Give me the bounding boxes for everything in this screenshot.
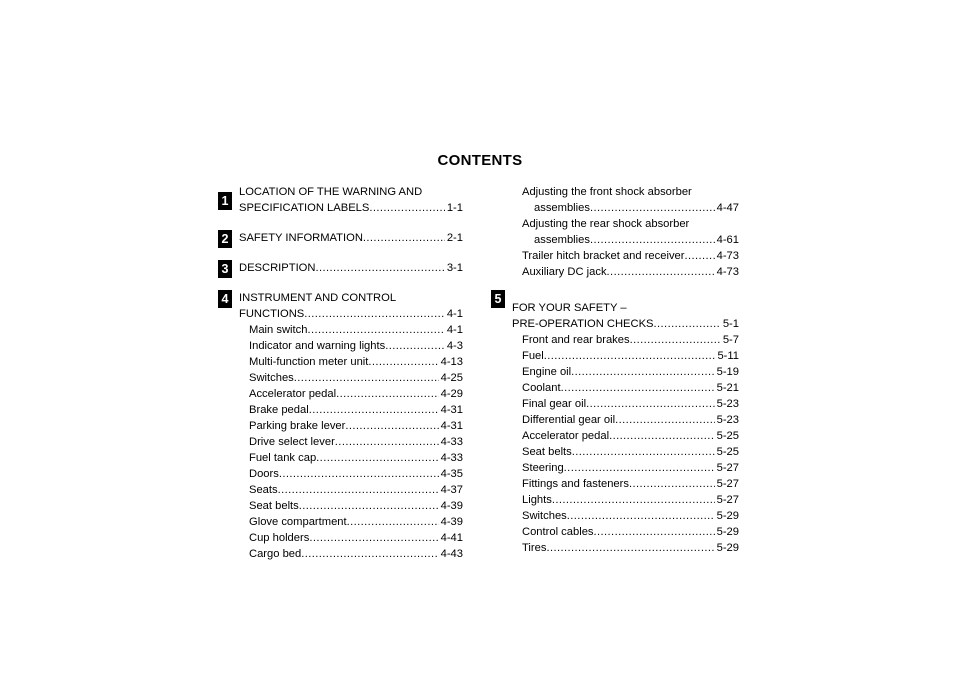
toc-page: 4-31: [440, 404, 463, 416]
toc-item-switches[interactable]: [239, 370, 463, 386]
toc-title: Glove compartment: [249, 516, 347, 528]
toc-left-column: [239, 184, 463, 562]
toc-item-final-gear-oil[interactable]: [512, 396, 739, 412]
toc-title: Accelerator pedal: [249, 388, 337, 400]
toc-title: SPECIFICATION LABELS: [239, 202, 370, 214]
toc-page: 4-25: [440, 372, 463, 384]
toc-page: 5-29: [716, 510, 739, 522]
toc-title: Switches: [249, 372, 294, 384]
toc-title: FUNCTIONS: [239, 308, 305, 320]
toc-page: 2-1: [446, 232, 463, 244]
toc-page: 5-23: [716, 414, 739, 426]
toc-title: DESCRIPTION: [239, 262, 316, 274]
toc-page: 4-43: [440, 548, 463, 560]
toc-item-fuel-tank-cap[interactable]: [239, 450, 463, 466]
toc-item-accelerator-pedal[interactable]: [239, 386, 463, 402]
toc-item-main-switch[interactable]: [239, 322, 463, 338]
toc-title: assemblies: [534, 202, 590, 214]
toc-item-seat-belts-check[interactable]: [512, 444, 739, 460]
toc-title: Seats: [249, 484, 278, 496]
toc-page: 1-1: [446, 202, 463, 214]
toc-item-rear-shock[interactable]: [512, 232, 739, 248]
toc-item-cup-holders[interactable]: [239, 530, 463, 546]
toc-title: Accelerator pedal: [522, 430, 610, 442]
toc-title: Fuel tank cap: [249, 452, 317, 464]
toc-item-meter-unit[interactable]: [239, 354, 463, 370]
toc-page: 4-3: [446, 340, 463, 352]
toc-page: 4-1: [446, 324, 463, 336]
toc-page: 4-29: [440, 388, 463, 400]
toc-title: Cargo bed: [249, 548, 302, 560]
toc-title: Indicator and warning lights: [249, 340, 386, 352]
toc-chapter-1-line1: LOCATION OF THE WARNING AND: [239, 186, 423, 198]
toc-rear-shock-line1: Adjusting the rear shock absorber: [522, 218, 690, 230]
toc-page: 5-1: [722, 318, 739, 330]
toc-item-lights[interactable]: [512, 492, 739, 508]
toc-title: Steering: [522, 462, 564, 474]
toc-page: 5-19: [716, 366, 739, 378]
toc-page: 4-33: [440, 436, 463, 448]
toc-title: Cup holders: [249, 532, 310, 544]
toc-page: 4-37: [440, 484, 463, 496]
toc-page: 3-1: [446, 262, 463, 274]
toc-page: 5-29: [716, 542, 739, 554]
toc-page: 5-29: [716, 526, 739, 538]
toc-title: Front and rear brakes: [522, 334, 630, 346]
toc-chapter-5-line1: FOR YOUR SAFETY –: [512, 302, 627, 314]
toc-title: Fittings and fasteners: [522, 478, 629, 490]
toc-page: 5-25: [716, 446, 739, 458]
chapter-tab-4[interactable]: 4: [218, 290, 232, 308]
toc-page: 4-47: [716, 202, 739, 214]
toc-title: Engine oil: [522, 366, 572, 378]
toc-item-steering[interactable]: [512, 460, 739, 476]
toc-page: 4-61: [716, 234, 739, 246]
toc-page: 5-27: [716, 462, 739, 474]
toc-title: Auxiliary DC jack: [522, 266, 607, 278]
toc-page: 4-33: [440, 452, 463, 464]
page-title: CONTENTS: [437, 152, 523, 169]
toc-page: 5-27: [716, 478, 739, 490]
toc-item-differential-gear-oil[interactable]: [512, 412, 739, 428]
toc-item-indicator-lights[interactable]: [239, 338, 463, 354]
toc-title: Fuel: [522, 350, 544, 362]
toc-item-trailer-hitch[interactable]: [512, 248, 739, 264]
toc-page: 5-11: [717, 350, 739, 362]
toc-item-brakes[interactable]: [512, 332, 739, 348]
toc-item-front-shock[interactable]: [512, 200, 739, 216]
toc-page: 5-25: [716, 430, 739, 442]
toc-right-column: [512, 184, 739, 556]
toc-page: 4-35: [440, 468, 463, 480]
toc-title: Differential gear oil: [522, 414, 616, 426]
toc-item-coolant[interactable]: [512, 380, 739, 396]
toc-chapter-4-line1: INSTRUMENT AND CONTROL: [239, 292, 397, 304]
toc-title: Brake pedal: [249, 404, 309, 416]
toc-chapter-5[interactable]: [512, 316, 739, 332]
toc-page: 4-31: [440, 420, 463, 432]
toc-front-shock-line1: Adjusting the front shock absorber: [522, 186, 692, 198]
toc-title: Switches: [522, 510, 567, 522]
toc-chapter-3[interactable]: [239, 260, 463, 276]
toc-page: 4-1: [446, 308, 463, 320]
toc-item-tires[interactable]: [512, 540, 739, 556]
chapter-tab-3[interactable]: 3: [218, 260, 232, 278]
chapter-tab-5[interactable]: 5: [491, 290, 505, 308]
toc-page: 4-73: [716, 250, 739, 262]
toc-page: 4-39: [440, 500, 463, 512]
toc-title: Tires: [522, 542, 547, 554]
toc-title: Doors: [249, 468, 279, 480]
chapter-tab-2[interactable]: 2: [218, 230, 232, 248]
toc-chapter-1[interactable]: [239, 200, 463, 216]
toc-title: Seat belts: [522, 446, 572, 458]
toc-item-seats[interactable]: [239, 482, 463, 498]
toc-page: 5-7: [722, 334, 739, 346]
toc-item-fittings[interactable]: [512, 476, 739, 492]
toc-title: Trailer hitch bracket and receiver: [522, 250, 685, 262]
toc-item-parking-brake[interactable]: [239, 418, 463, 434]
toc-item-switches-check[interactable]: [512, 508, 739, 524]
toc-title: Seat belts: [249, 500, 299, 512]
toc-item-control-cables[interactable]: [512, 524, 739, 540]
toc-title: Multi-function meter unit: [249, 356, 369, 368]
toc-page: 5-21: [716, 382, 739, 394]
toc-title: Lights: [522, 494, 552, 506]
toc-title: assemblies: [534, 234, 590, 246]
toc-title: Control cables: [522, 526, 594, 538]
toc-title: Parking brake lever: [249, 420, 346, 432]
chapter-tab-1[interactable]: 1: [218, 192, 232, 210]
toc-item-seat-belts[interactable]: [239, 498, 463, 514]
toc-page: 4-39: [440, 516, 463, 528]
toc-chapter-2[interactable]: [239, 230, 463, 246]
toc-item-drive-select[interactable]: [239, 434, 463, 450]
toc-page: 4-13: [440, 356, 463, 368]
toc-page: 5-27: [716, 494, 739, 506]
toc-title: Drive select lever: [249, 436, 335, 448]
toc-title: Main switch: [249, 324, 308, 336]
toc-title: Coolant: [522, 382, 561, 394]
toc-page: 5-23: [716, 398, 739, 410]
toc-page: 4-41: [440, 532, 463, 544]
toc-chapter-4[interactable]: [239, 306, 463, 322]
toc-item-accelerator-pedal-check[interactable]: [512, 428, 739, 444]
toc-title: Final gear oil: [522, 398, 587, 410]
toc-title: SAFETY INFORMATION: [239, 232, 363, 244]
toc-item-fuel[interactable]: [512, 348, 739, 364]
toc-item-engine-oil[interactable]: [512, 364, 739, 380]
toc-item-doors[interactable]: [239, 466, 463, 482]
toc-page: 4-73: [716, 266, 739, 278]
toc-title: PRE-OPERATION CHECKS: [512, 318, 654, 330]
toc-item-aux-dc-jack[interactable]: [512, 264, 739, 280]
toc-item-brake-pedal[interactable]: [239, 402, 463, 418]
toc-item-glove-compartment[interactable]: [239, 514, 463, 530]
toc-item-cargo-bed[interactable]: [239, 546, 463, 562]
